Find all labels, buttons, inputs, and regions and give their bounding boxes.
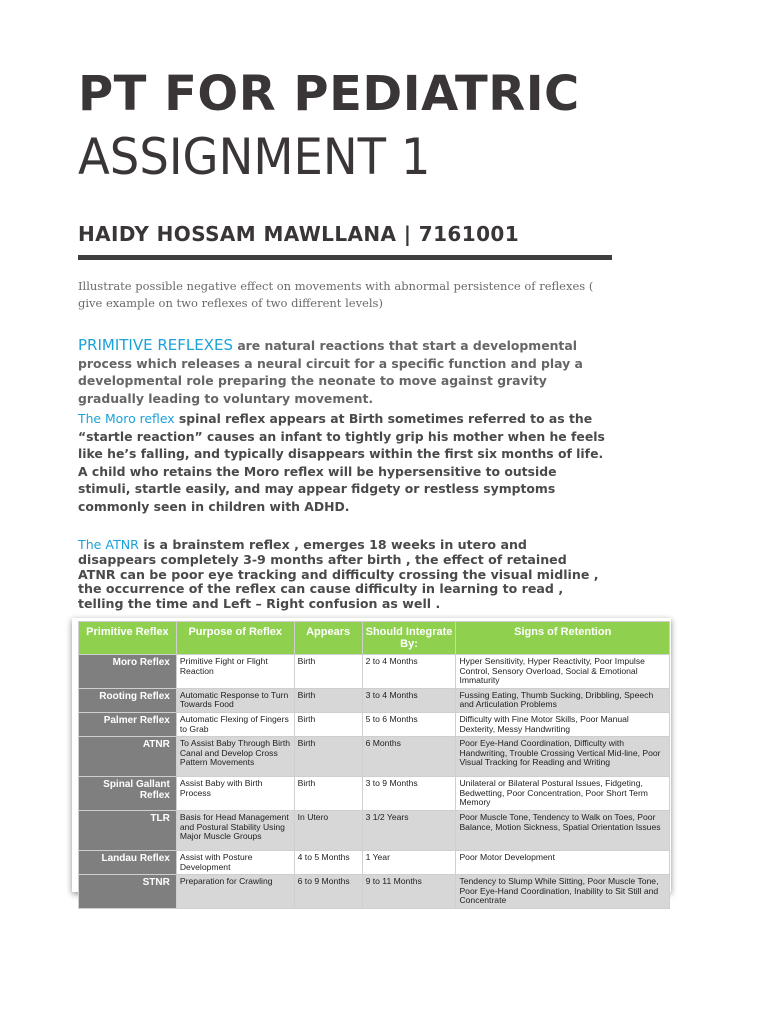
reflex-signs: Poor Motor Development [456,850,670,874]
reflex-name: Moro Reflex [79,655,177,689]
highlight-primitive-reflexes: PRIMITIVE REFLEXES [78,336,233,354]
reflex-purpose: Basis for Head Management and Postural Stability Using Major Muscle Groups [176,810,294,850]
reflex-appears: In Utero [294,810,362,850]
reflex-purpose: Preparation for Crawling [176,875,294,909]
paragraph-atnr [78,538,608,612]
reflex-integrate: 3 to 9 Months [362,777,456,811]
document-title: PT FOR PEDIATRIC [78,66,580,122]
paragraph-text: is a brainstem reflex , emerges 18 weeks in utero and disappears completely 3-9 months after birth , the effect of retained ATNR can be poor eye tracking and difficulty crossing the visual midline , the occurrence of the reflex can cause difficulty in learning to read , telling the time and Left – Right confusion as well . [78,537,599,612]
reflex-integrate: 3 1/2 Years [362,810,456,850]
table-header-row [79,622,670,655]
reflex-table [78,621,670,909]
reflex-appears: Birth [294,655,362,689]
reflex-signs: Tendency to Slump While Sitting, Poor Muscle Tone, Poor Eye-Hand Coordination, Inability to Sit Still and Concentrate [456,875,670,909]
reflex-purpose: Automatic Response to Turn Towards Food [176,688,294,712]
table-row [79,875,670,909]
reflex-purpose: Automatic Flexing of Fingers to Grab [176,712,294,736]
reflex-appears: Birth [294,712,362,736]
reflex-name: Rooting Reflex [79,688,177,712]
header-signs-of-retention: Signs of Retention [456,622,670,655]
reflex-name: Landau Reflex [79,850,177,874]
header-integrate-by: Should Integrate By: [362,622,456,655]
reflex-table-image [72,618,671,906]
paragraph-text: spinal reflex appears at Birth sometimes referred to as the “startle reaction” causes an infant to tightly grip his mother when he feels like he’s falling, and typically disappears within the first six months of life. A child who retains the Moro reflex will be hypersensitive to outside stimuli, startle easily, and may appear fidgety or restless symptoms commonly seen in children with ADHD. [78,411,605,514]
header-primitive-reflex: Primitive Reflex [79,622,177,655]
table-row [79,810,670,850]
reflex-name: STNR [79,875,177,909]
reflex-appears: Birth [294,688,362,712]
highlight-atnr: The ATNR [78,537,139,552]
reflex-signs: Poor Eye-Hand Coordination, Difficulty with Handwriting, Trouble Crossing Vertical Mid-line, Poor Visual Tracking for Reading and Writing [456,737,670,777]
document-subtitle: ASSIGNMENT 1 [78,128,431,186]
reflex-integrate: 6 Months [362,737,456,777]
reflex-integrate: 5 to 6 Months [362,712,456,736]
reflex-name: ATNR [79,737,177,777]
paragraph-text: are natural reactions that start a developmental process which releases a neural circuit for a specific function and play a developmental role preparing the neonate to move against gravity gradually leading to voluntary movement. [78,338,583,406]
reflex-appears: 6 to 9 Months [294,875,362,909]
table-row [79,737,670,777]
title-divider [78,255,612,260]
table-row [79,688,670,712]
reflex-signs: Hyper Sensitivity, Hyper Reactivity, Poor Impulse Control, Sensory Overload, Social & Emotional Immaturity [456,655,670,689]
header-purpose: Purpose of Reflex [176,622,294,655]
reflex-integrate: 1 Year [362,850,456,874]
reflex-integrate: 3 to 4 Months [362,688,456,712]
paragraph-moro-reflex [78,410,608,515]
reflex-purpose: Assist with Posture Development [176,850,294,874]
assignment-question: Illustrate possible negative effect on movements with abnormal persistence of reflexes ( give example on two reflexes of two different levels) [78,279,594,310]
reflex-purpose: Assist Baby with Birth Process [176,777,294,811]
table-row [79,777,670,811]
author-line: HAIDY HOSSAM MAWLLANA | 7161001 [78,222,520,246]
reflex-integrate: 9 to 11 Months [362,875,456,909]
reflex-appears: Birth [294,737,362,777]
reflex-purpose: Primitive Fight or Flight Reaction [176,655,294,689]
table-row [79,655,670,689]
table-row [79,850,670,874]
reflex-integrate: 2 to 4 Months [362,655,456,689]
header-appears: Appears [294,622,362,655]
highlight-moro-reflex: The Moro reflex [78,411,175,426]
reflex-appears: 4 to 5 Months [294,850,362,874]
table-row [79,712,670,736]
reflex-purpose: To Assist Baby Through Birth Canal and Develop Cross Pattern Movements [176,737,294,777]
reflex-signs: Difficulty with Fine Motor Skills, Poor Manual Dexterity, Messy Handwriting [456,712,670,736]
reflex-signs: Fussing Eating, Thumb Sucking, Dribbling, Speech and Articulation Problems [456,688,670,712]
reflex-appears: Birth [294,777,362,811]
reflex-name: Palmer Reflex [79,712,177,736]
reflex-name: Spinal Gallant Reflex [79,777,177,811]
reflex-name: TLR [79,810,177,850]
paragraph-primitive-reflexes [78,337,608,407]
reflex-signs: Poor Muscle Tone, Tendency to Walk on Toes, Poor Balance, Motion Sickness, Spatial Orientation Issues [456,810,670,850]
reflex-signs: Unilateral or Bilateral Postural Issues, Fidgeting, Bedwetting, Poor Concentration, Poor Short Term Memory [456,777,670,811]
